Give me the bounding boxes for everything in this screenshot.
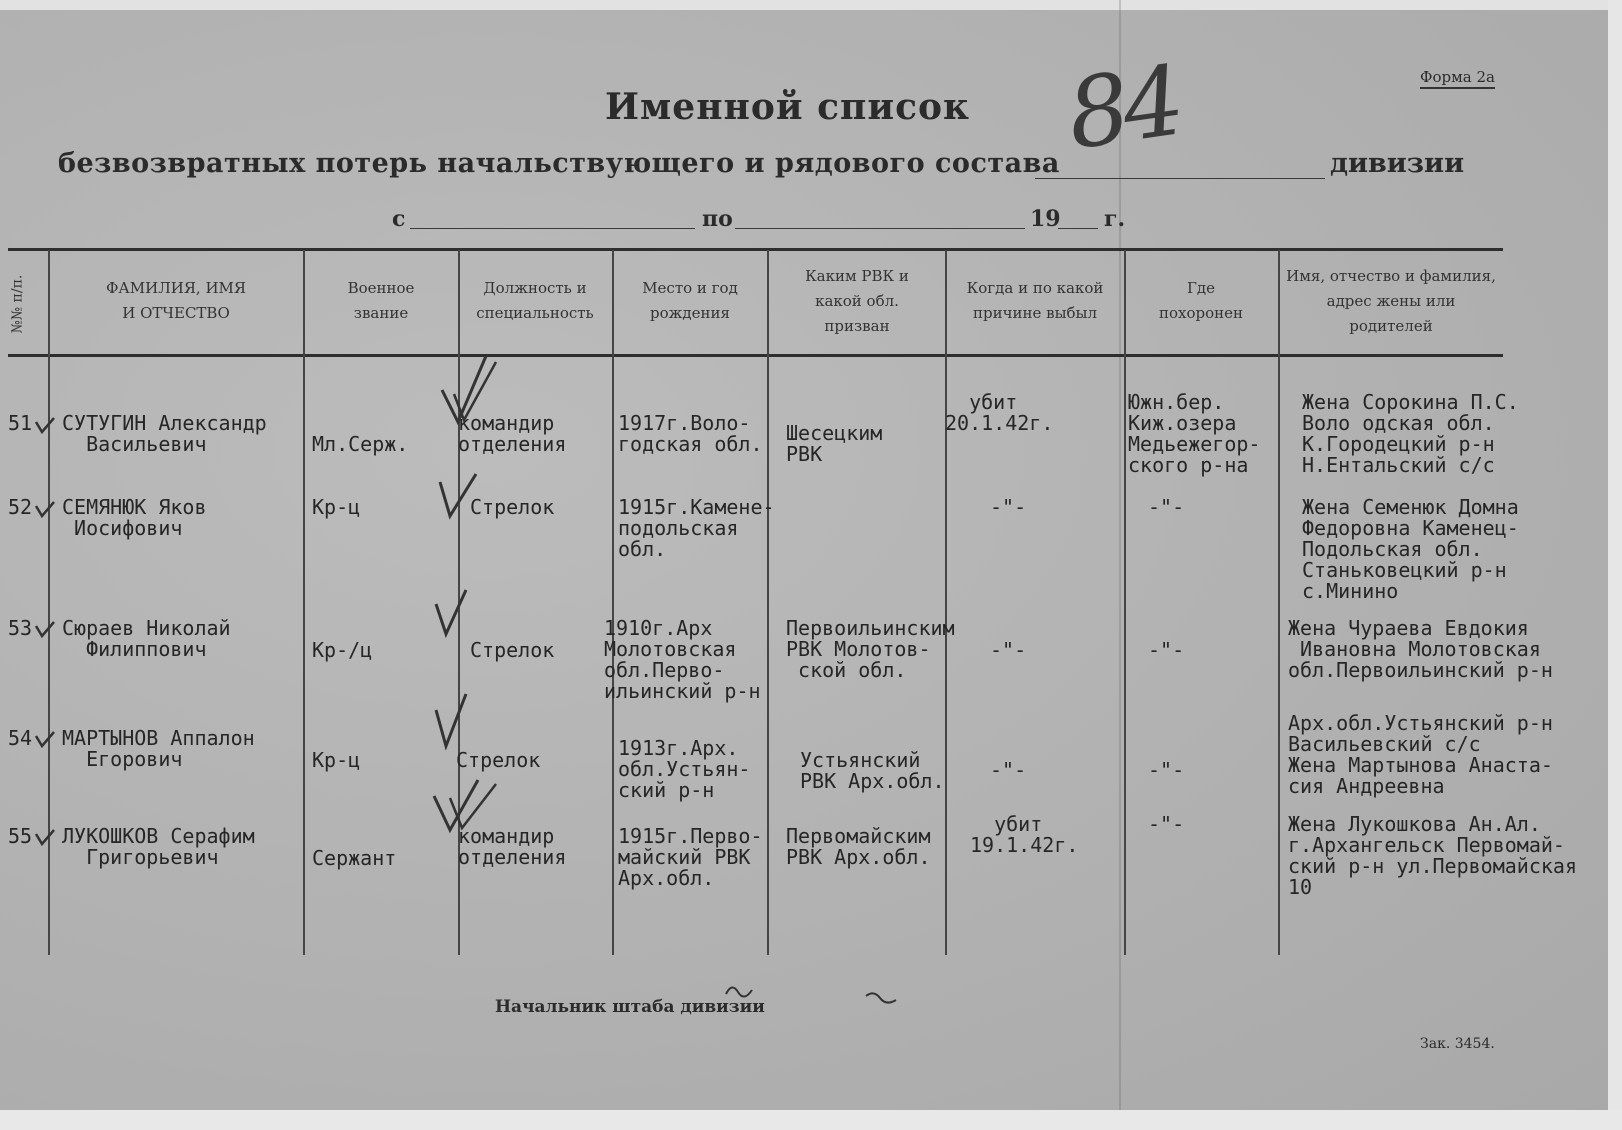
header-rank-line: звание xyxy=(353,304,409,322)
checkmark-icon xyxy=(432,588,482,638)
row-relatives: Жена Чураева Евдокия Ивановна Молотовская обл.Первоильинский р-н xyxy=(1288,616,1553,682)
row-relatives: Арх.обл.Устьянский р-н Васильевский с/с Жена Мартынова Анаста- сия Андреевна xyxy=(1288,711,1553,798)
row-rank: Мл.Серж. xyxy=(312,432,409,456)
row-position: Стрелок xyxy=(456,748,541,772)
header-buried-line: похоронен xyxy=(1158,304,1244,322)
col-divider xyxy=(767,250,769,955)
header-buried xyxy=(1126,276,1276,326)
scan-border-top xyxy=(0,0,1622,10)
header-when-line: причине выбыл xyxy=(972,304,1098,322)
scan-border-bottom xyxy=(0,1110,1622,1130)
row-relatives: Жена Сорокина П.С. Воло одская обл. К.Городецкий р-н Н.Ентальский с/с xyxy=(1302,390,1519,477)
checkmark-icon xyxy=(432,690,482,750)
signature-scribble-icon xyxy=(862,988,902,1008)
division-word: дивизии xyxy=(1330,148,1465,179)
row-rank: Кр-/ц xyxy=(312,638,373,662)
row-name: СЕМЯНЮК Яков Иосифович xyxy=(62,495,207,540)
header-rvk-line: какой обл. xyxy=(815,292,899,310)
col-divider xyxy=(48,250,50,955)
row-rank: Кр-ц xyxy=(312,495,361,519)
header-name-line: ФАМИЛИЯ, ИМЯ xyxy=(105,279,247,297)
header-position-line: Должность и xyxy=(483,279,587,297)
header-birth-line: Место и год xyxy=(642,279,738,297)
row-name: СУТУГИН Александр Васильевич xyxy=(62,411,267,456)
row-position: командир отделения xyxy=(458,824,567,869)
row-relatives: Жена Лукошкова Ан.Ал. г.Архангельск Первомай- ский р-н ул.Первомайская 10 xyxy=(1288,812,1577,899)
header-position-line: специальность xyxy=(476,304,594,322)
row-when: -"- xyxy=(990,495,1027,519)
row-birth: 1917г.Воло- годская обл. xyxy=(618,411,763,456)
header-name xyxy=(52,276,300,326)
row-rank: Кр-ц xyxy=(312,748,361,772)
row-buried: -"- xyxy=(1148,812,1185,836)
tick-icon xyxy=(34,730,56,748)
header-relatives-line: родителей xyxy=(1349,317,1433,335)
handwritten-number: 84 xyxy=(1060,44,1186,172)
row-birth: 1915г.Камене- подольская обл. xyxy=(618,495,775,561)
row-number: 51 xyxy=(8,411,33,435)
period-from-label: с xyxy=(392,206,406,232)
division-blank-line xyxy=(1035,178,1325,179)
col-divider xyxy=(612,250,614,955)
period-from-blank xyxy=(410,228,695,229)
row-birth: 1913г.Арх. обл.Устьян- ский р-н xyxy=(618,736,751,802)
header-name-line: И ОТЧЕСТВО xyxy=(122,304,230,322)
row-name: ЛУКОШКОВ Серафим Григорьевич xyxy=(62,824,255,869)
row-buried: -"- xyxy=(1148,638,1185,662)
header-rvk xyxy=(770,264,944,339)
row-number: 52 xyxy=(8,495,33,519)
checkmark-icon xyxy=(430,776,510,836)
header-when-line: Когда и по какой xyxy=(966,279,1104,297)
row-position: командир отделения xyxy=(458,411,567,456)
row-number: 53 xyxy=(8,616,33,640)
row-rvk: Первоильинским РВК Молотов- ской обл. xyxy=(786,616,955,682)
header-rvk-line: Каким РВК и xyxy=(805,267,909,285)
row-when: убит 19.1.42г. xyxy=(970,812,1079,857)
document-title: Именной список xyxy=(605,86,971,128)
row-name: МАРТЫНОВ Аппалон Егорович xyxy=(62,726,255,771)
period-to-blank xyxy=(735,228,1025,229)
row-number: 55 xyxy=(8,824,33,848)
header-relatives-line: Имя, отчество и фамилия, xyxy=(1286,267,1496,285)
document-subtitle: безвозвратных потерь начальствующего и рядового состава xyxy=(58,148,1060,179)
row-when: -"- xyxy=(990,758,1027,782)
header-rvk-line: призван xyxy=(824,317,890,335)
header-rank-line: Военное xyxy=(347,279,415,297)
header-when xyxy=(947,276,1123,326)
header-birth-line: рождения xyxy=(649,304,730,322)
period-to-label: по xyxy=(702,206,733,232)
col-divider xyxy=(1124,250,1126,955)
col-divider xyxy=(303,250,305,955)
order-number: Зак. 3454. xyxy=(1420,1036,1495,1052)
form-label: Форма 2а xyxy=(1420,68,1495,89)
header-rank xyxy=(306,276,456,326)
scan-border-right xyxy=(1608,0,1622,1130)
row-birth: 1910г.Арх Молотовская обл.Перво- ильинский р-н xyxy=(604,616,761,703)
year-prefix: 19 xyxy=(1030,206,1061,232)
col-divider xyxy=(945,250,947,955)
row-position: Стрелок xyxy=(470,495,555,519)
tick-icon xyxy=(34,500,56,518)
header-relatives xyxy=(1280,264,1502,339)
checkmark-icon xyxy=(436,350,506,430)
row-birth: 1915г.Перво- майский РВК Арх.обл. xyxy=(618,824,763,890)
header-birth xyxy=(614,276,766,326)
header-position xyxy=(460,276,610,326)
tick-icon xyxy=(34,828,56,846)
row-position: Стрелок xyxy=(470,638,555,662)
year-blank xyxy=(1058,228,1098,229)
tick-icon xyxy=(34,416,56,434)
tick-icon xyxy=(34,620,56,638)
row-when: убит 20.1.42г. xyxy=(945,390,1054,435)
col-divider xyxy=(1278,250,1280,955)
row-when: -"- xyxy=(990,638,1027,662)
signature-scribble-icon xyxy=(722,980,762,1004)
year-suffix: г. xyxy=(1104,206,1126,232)
header-num: №№ п/п. xyxy=(9,274,26,334)
header-buried-line: Где xyxy=(1186,279,1216,297)
row-buried: -"- xyxy=(1148,495,1185,519)
row-rvk: Шесецким РВК xyxy=(786,421,883,466)
checkmark-icon xyxy=(436,472,486,522)
row-relatives: Жена Семенюк Домна Федоровна Каменец- Подольская обл. Станьковецкий р-н с.Минино xyxy=(1302,495,1519,603)
row-number: 54 xyxy=(8,726,33,750)
row-rank: Сержант xyxy=(312,846,397,870)
row-rvk: Устьянский РВК Арх.обл. xyxy=(800,748,945,793)
row-buried: Южн.бер. Киж.озера Медьежегор- ского р-на xyxy=(1128,390,1261,477)
row-name: Сюраев Николай Филиппович xyxy=(62,616,231,661)
header-relatives-line: адрес жены или xyxy=(1326,292,1456,310)
signature-label: Начальник штаба дивизии xyxy=(495,997,765,1017)
row-rvk: Первомайским РВК Арх.обл. xyxy=(786,824,931,869)
paper-fold xyxy=(1119,0,1121,1110)
row-buried: -"- xyxy=(1148,758,1185,782)
